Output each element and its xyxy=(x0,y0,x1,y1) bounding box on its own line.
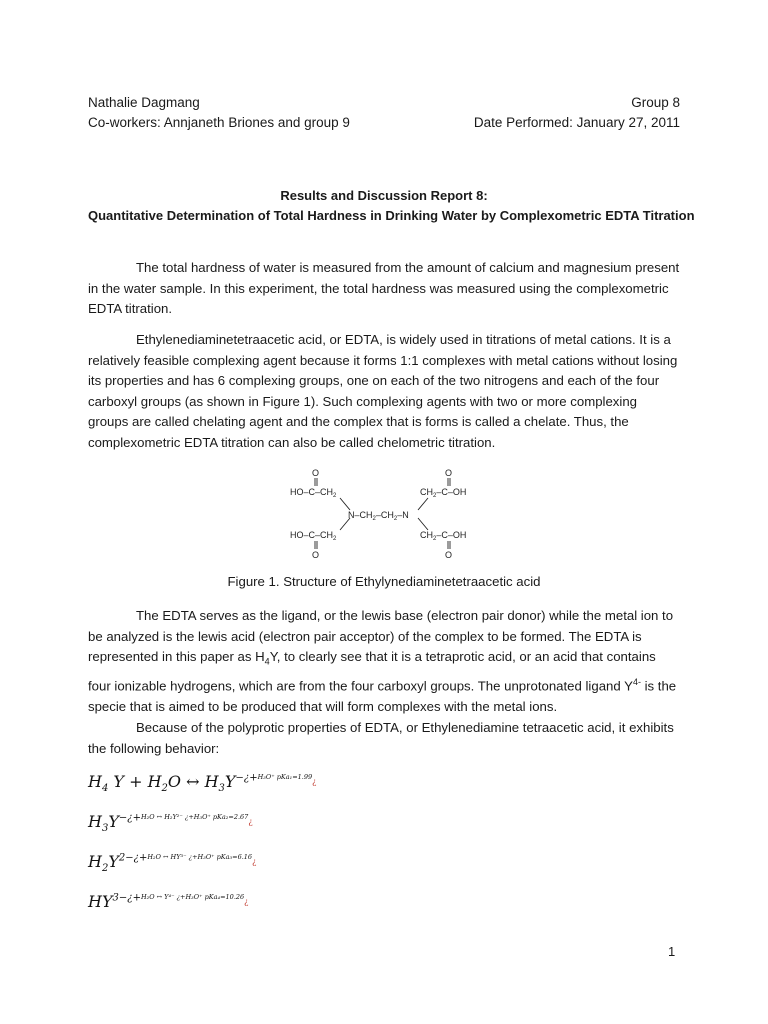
paragraph-3-text-c: is the specie that is aimed to be produced that will form complexes with the metal ions. xyxy=(88,678,677,715)
atom-o-bottom-right: O xyxy=(445,550,453,560)
atom-o-top-right: O xyxy=(445,468,453,478)
paragraph-3-text-a: The EDTA serves as the ligand, or the lewis base (electron pair donor) while the metal ion to be analyzed is the lewis acid (electron pair acceptor) of the complex to be formed. The EDTA is represented in this paper as H xyxy=(88,608,674,664)
atom-ho-top-left: $HO-C-CH_2$ xyxy=(290,487,337,499)
date-performed: Date Performed: January 27, 2011 xyxy=(473,115,680,130)
report-title: Results and Discussion Report 8: xyxy=(280,188,488,203)
equation-4: $HY^{3-¿+H_2O \leftrightarrow Y^{4-} ¿+H_3O^+ pKa_4=10.26}¿$ xyxy=(88,892,249,911)
paragraph-3 xyxy=(88,606,680,718)
page-number: 1 xyxy=(668,944,676,959)
superscript-4-minus: 4- xyxy=(632,677,641,688)
equation-3: $H_2Y^{2-¿+H_2O \leftrightarrow HY^{3-} ¿+H_3O^+ pKa_3=6.16}¿$ xyxy=(88,852,257,875)
paragraph-4 xyxy=(88,718,680,759)
paragraph-1-text: The total hardness of water is measured from the amount of calcium and magnesium present in the water sample. In this experiment, the total hardness was measured using the complexometric EDTA titration. xyxy=(88,260,680,316)
paragraph-3-text-b: Y, to clearly see that it is a tetraprotic acid, or an acid that contains four ionizable hydrogens, which are from the four carboxyl groups. The unprotonated ligand Y xyxy=(88,649,656,694)
atom-center-chain: $N-CH_2-CH_2-N$ xyxy=(348,510,409,522)
atom-oh-bottom-right: $CH_2-C-OH$ xyxy=(420,530,467,542)
edta-structure-figure xyxy=(282,468,488,560)
atom-o-bottom-left: O xyxy=(312,550,320,560)
equation-1: $H_4$ $Y + H_2O$ ↔ $H_3Y^{-¿+H_3O^+ pKa_1=1.99}¿$ xyxy=(88,772,317,795)
equation-2: $H_3Y^{-¿+H_2O \leftrightarrow H_2Y^{2-} ¿+H_3O^+ pKa_2=2.67}¿$ xyxy=(88,812,253,835)
atom-ho-bottom-left: $HO-C-CH_2$ xyxy=(290,530,337,542)
atom-o-top-left: O xyxy=(312,468,320,478)
paragraph-2-text: Ethylenediaminetetraacetic acid, or EDTA, is widely used in titrations of metal cations. It is a relatively feasible complexing agent because it forms 1:1 complexes with metal cations without losing its properties and has 6 complexing groups, one on each of the two nitrogens and each of the four carboxyl groups (as shown in Figure 1). Such complexing agents with two or more complexing groups are called chelating agent and the complex that is forms is called a chelate. Thus, the complexometric EDTA titration can also be called chelometric titration. xyxy=(88,332,678,450)
figure-caption: Figure 1. Structure of Ethylynediaminetetraacetic acid xyxy=(227,574,541,589)
author-name: Nathalie Dagmang xyxy=(88,95,200,110)
paragraph-4-text: Because of the polyprotic properties of EDTA, or Ethylenediamine tetraacetic acid, it exhibits the following behavior: xyxy=(88,720,674,756)
report-subtitle: Quantitative Determination of Total Hardness in Drinking Water by Complexometric EDTA Titration xyxy=(88,208,695,223)
group-number: Group 8 xyxy=(631,95,680,110)
paragraph-2 xyxy=(88,330,680,453)
subscript-4: 4 xyxy=(264,656,270,667)
atom-oh-top-right: $CH_2-C-OH$ xyxy=(420,487,467,499)
paragraph-1 xyxy=(88,258,680,320)
coworkers: Co-workers: Annjaneth Briones and group 9 xyxy=(88,115,350,130)
